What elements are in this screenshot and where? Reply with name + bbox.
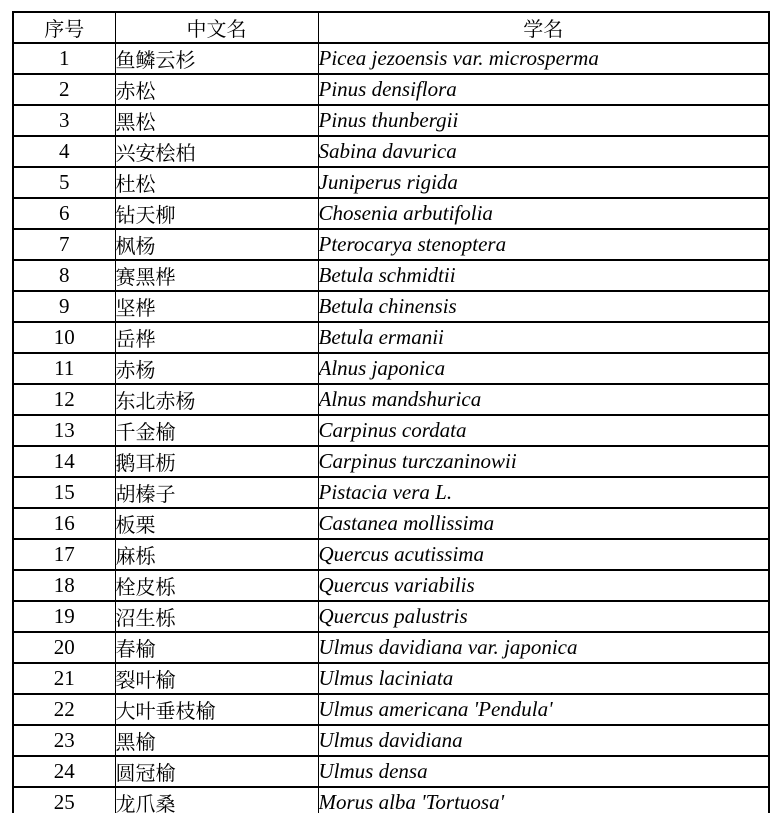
col-header-index: 序号 [13, 12, 115, 43]
cell-index: 7 [13, 229, 115, 260]
table-row [13, 787, 769, 813]
cell-index: 16 [13, 508, 115, 539]
cell-index: 12 [13, 384, 115, 415]
table-row [13, 725, 769, 756]
cell-chinese-name: 栓皮栎 [115, 570, 318, 601]
table-row [13, 43, 769, 74]
cell-scientific-name: Ulmus americana 'Pendula' [318, 694, 769, 725]
cell-chinese-name: 杜松 [115, 167, 318, 198]
cell-index: 19 [13, 601, 115, 632]
table-row [13, 601, 769, 632]
cell-chinese-name: 沼生栎 [115, 601, 318, 632]
cell-chinese-name: 岳桦 [115, 322, 318, 353]
cell-index: 4 [13, 136, 115, 167]
table-row [13, 105, 769, 136]
cell-chinese-name: 裂叶榆 [115, 663, 318, 694]
cell-scientific-name: Pterocarya stenoptera [318, 229, 769, 260]
cell-scientific-name: Pistacia vera L. [318, 477, 769, 508]
cell-chinese-name: 麻栎 [115, 539, 318, 570]
cell-chinese-name: 圆冠榆 [115, 756, 318, 787]
cell-chinese-name: 春榆 [115, 632, 318, 663]
cell-index: 1 [13, 43, 115, 74]
cell-scientific-name: Ulmus davidiana [318, 725, 769, 756]
cell-index: 14 [13, 446, 115, 477]
cell-scientific-name: Morus alba 'Tortuosa' [318, 787, 769, 813]
table-row [13, 74, 769, 105]
cell-chinese-name: 黑松 [115, 105, 318, 136]
cell-scientific-name: Carpinus cordata [318, 415, 769, 446]
cell-chinese-name: 鹅耳枥 [115, 446, 318, 477]
cell-scientific-name: Betula schmidtii [318, 260, 769, 291]
cell-scientific-name: Castanea mollissima [318, 508, 769, 539]
cell-chinese-name: 黑榆 [115, 725, 318, 756]
cell-scientific-name: Juniperus rigida [318, 167, 769, 198]
cell-index: 10 [13, 322, 115, 353]
table-row [13, 229, 769, 260]
cell-index: 9 [13, 291, 115, 322]
table-row [13, 477, 769, 508]
table-row [13, 756, 769, 787]
cell-index: 23 [13, 725, 115, 756]
table-row [13, 353, 769, 384]
cell-scientific-name: Quercus palustris [318, 601, 769, 632]
cell-chinese-name: 坚桦 [115, 291, 318, 322]
cell-scientific-name: Picea jezoensis var. microsperma [318, 43, 769, 74]
cell-index: 8 [13, 260, 115, 291]
table-row [13, 384, 769, 415]
table-row [13, 167, 769, 198]
cell-index: 15 [13, 477, 115, 508]
cell-scientific-name: Ulmus davidiana var. japonica [318, 632, 769, 663]
cell-chinese-name: 千金榆 [115, 415, 318, 446]
cell-index: 5 [13, 167, 115, 198]
cell-index: 2 [13, 74, 115, 105]
table-row [13, 415, 769, 446]
cell-scientific-name: Pinus thunbergii [318, 105, 769, 136]
cell-scientific-name: Carpinus turczaninowii [318, 446, 769, 477]
table-row [13, 322, 769, 353]
table-row [13, 508, 769, 539]
cell-scientific-name: Betula chinensis [318, 291, 769, 322]
cell-scientific-name: Ulmus laciniata [318, 663, 769, 694]
cell-index: 17 [13, 539, 115, 570]
cell-chinese-name: 大叶垂枝榆 [115, 694, 318, 725]
cell-chinese-name: 兴安桧柏 [115, 136, 318, 167]
cell-scientific-name: Betula ermanii [318, 322, 769, 353]
cell-chinese-name: 胡榛子 [115, 477, 318, 508]
cell-index: 25 [13, 787, 115, 813]
table-row [13, 260, 769, 291]
cell-index: 11 [13, 353, 115, 384]
cell-chinese-name: 赤松 [115, 74, 318, 105]
table-row [13, 136, 769, 167]
cell-index: 24 [13, 756, 115, 787]
header-row [13, 12, 769, 43]
cell-index: 13 [13, 415, 115, 446]
cell-scientific-name: Sabina davurica [318, 136, 769, 167]
cell-index: 22 [13, 694, 115, 725]
cell-scientific-name: Quercus acutissima [318, 539, 769, 570]
table-header [13, 12, 769, 43]
col-header-scientific-name: 学名 [318, 12, 769, 43]
cell-index: 18 [13, 570, 115, 601]
cell-scientific-name: Chosenia arbutifolia [318, 198, 769, 229]
cell-scientific-name: Alnus mandshurica [318, 384, 769, 415]
cell-chinese-name: 赤杨 [115, 353, 318, 384]
cell-chinese-name: 东北赤杨 [115, 384, 318, 415]
cell-index: 6 [13, 198, 115, 229]
table-row [13, 198, 769, 229]
cell-chinese-name: 龙爪桑 [115, 787, 318, 813]
table-body [13, 43, 769, 813]
species-table [12, 11, 770, 813]
cell-index: 21 [13, 663, 115, 694]
table-row [13, 446, 769, 477]
table-row [13, 632, 769, 663]
cell-scientific-name: Ulmus densa [318, 756, 769, 787]
cell-scientific-name: Pinus densiflora [318, 74, 769, 105]
cell-chinese-name: 枫杨 [115, 229, 318, 260]
cell-index: 3 [13, 105, 115, 136]
table-row [13, 539, 769, 570]
cell-index: 20 [13, 632, 115, 663]
col-header-chinese-name: 中文名 [115, 12, 318, 43]
table-row [13, 291, 769, 322]
cell-chinese-name: 钻天柳 [115, 198, 318, 229]
table-row [13, 570, 769, 601]
cell-scientific-name: Alnus japonica [318, 353, 769, 384]
cell-chinese-name: 赛黑桦 [115, 260, 318, 291]
cell-chinese-name: 鱼鳞云杉 [115, 43, 318, 74]
cell-scientific-name: Quercus variabilis [318, 570, 769, 601]
table-row [13, 663, 769, 694]
table-row [13, 694, 769, 725]
cell-chinese-name: 板栗 [115, 508, 318, 539]
